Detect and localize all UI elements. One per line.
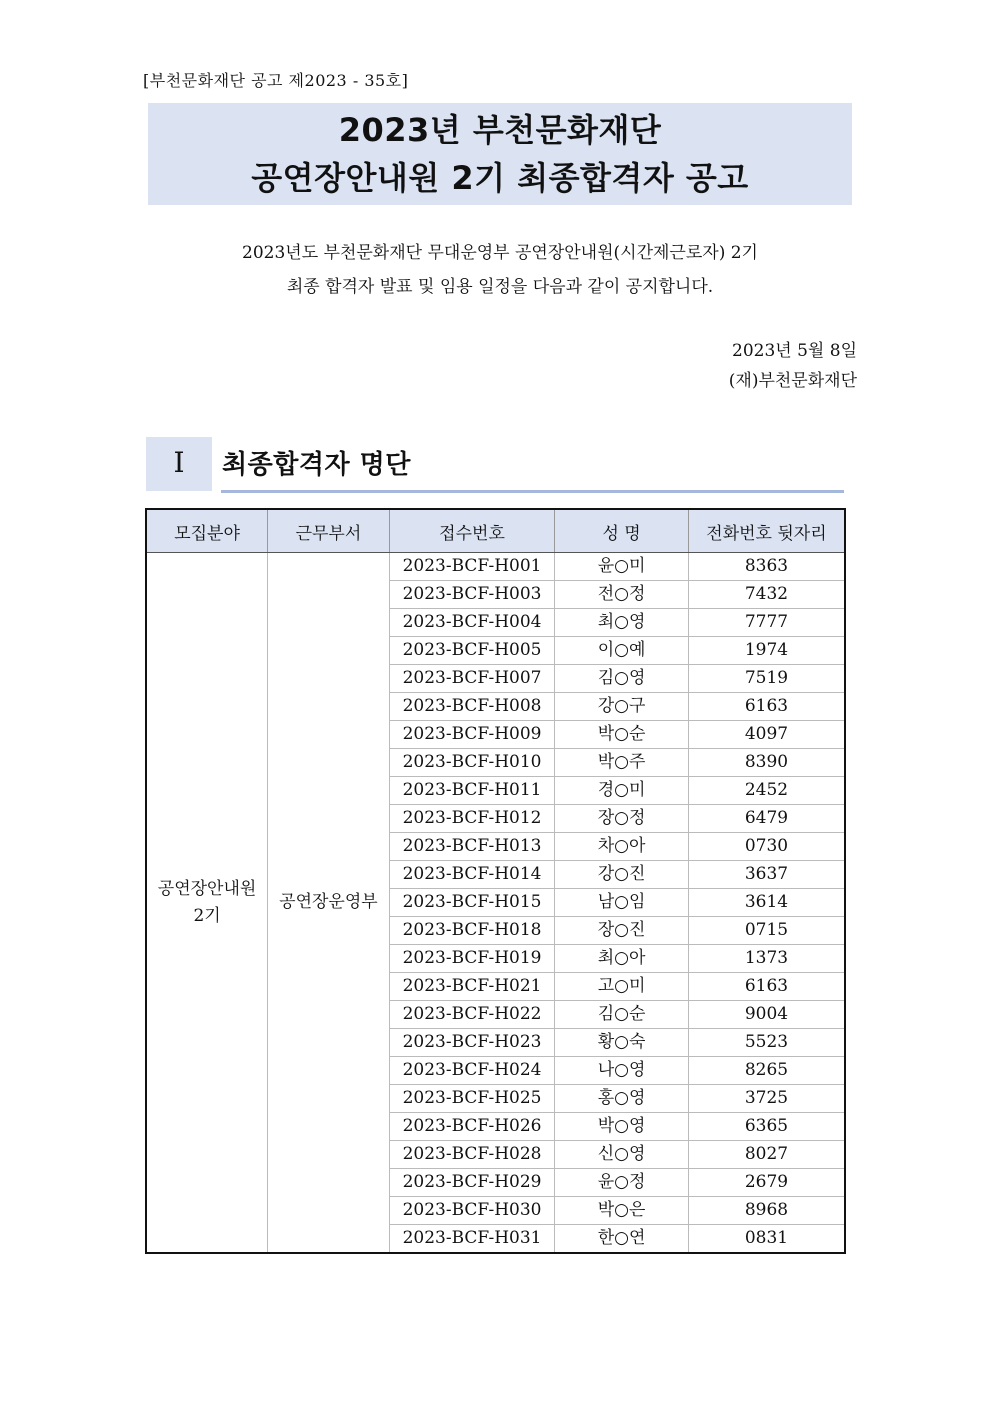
recruit-field-line-2: 2기 — [193, 905, 221, 926]
header-field: 모집분야 — [146, 509, 268, 553]
applicant-name-cell: 신○영 — [555, 1141, 689, 1169]
section-title: 최종합격자 명단 — [222, 450, 411, 480]
phone-suffix-cell: 7432 — [688, 581, 845, 609]
application-number-cell: 2023-BCF-H014 — [389, 861, 555, 889]
intro-line-1: 2023년도 부천문화재단 무대운영부 공연장안내원(시간제근로자) 2기 — [242, 243, 758, 263]
applicant-name-cell: 강○구 — [555, 693, 689, 721]
applicant-name-cell: 홍○영 — [555, 1085, 689, 1113]
application-number-cell: 2023-BCF-H029 — [389, 1169, 555, 1197]
table-row — [146, 553, 845, 581]
applicant-name-cell: 이○예 — [555, 637, 689, 665]
phone-suffix-cell: 7519 — [688, 665, 845, 693]
phone-suffix-cell: 1974 — [688, 637, 845, 665]
application-number-cell: 2023-BCF-H001 — [389, 553, 555, 581]
phone-suffix-cell: 3614 — [688, 889, 845, 917]
finalist-table — [145, 508, 846, 1254]
phone-suffix-cell: 2452 — [688, 777, 845, 805]
applicant-name-cell: 강○진 — [555, 861, 689, 889]
phone-suffix-cell: 1373 — [688, 945, 845, 973]
department-cell: 공연장운영부 — [268, 553, 390, 1254]
phone-suffix-cell: 8968 — [688, 1197, 845, 1225]
phone-suffix-cell: 8265 — [688, 1057, 845, 1085]
header-name: 성 명 — [555, 509, 689, 553]
phone-suffix-cell: 6479 — [688, 805, 845, 833]
application-number-cell: 2023-BCF-H031 — [389, 1225, 555, 1254]
phone-suffix-cell: 5523 — [688, 1029, 845, 1057]
application-number-cell: 2023-BCF-H013 — [389, 833, 555, 861]
phone-suffix-cell: 7777 — [688, 609, 845, 637]
applicant-name-cell: 김○순 — [555, 1001, 689, 1029]
section-rule — [221, 490, 844, 493]
application-number-cell: 2023-BCF-H026 — [389, 1113, 555, 1141]
applicant-name-cell: 최○아 — [555, 945, 689, 973]
recruit-field-cell — [146, 553, 268, 1254]
title-line-1: 2023년 부천문화재단 — [338, 111, 662, 149]
application-number-cell: 2023-BCF-H028 — [389, 1141, 555, 1169]
application-number-cell: 2023-BCF-H009 — [389, 721, 555, 749]
applicant-name-cell: 장○진 — [555, 917, 689, 945]
application-number-cell: 2023-BCF-H003 — [389, 581, 555, 609]
applicant-name-cell: 경○미 — [555, 777, 689, 805]
application-number-cell: 2023-BCF-H008 — [389, 693, 555, 721]
applicant-name-cell: 최○영 — [555, 609, 689, 637]
phone-suffix-cell: 4097 — [688, 721, 845, 749]
issue-date: 2023년 5월 8일 — [732, 341, 857, 361]
applicant-name-cell: 박○영 — [555, 1113, 689, 1141]
applicant-name-cell: 장○정 — [555, 805, 689, 833]
phone-suffix-cell: 0831 — [688, 1225, 845, 1254]
intro-text — [150, 236, 850, 304]
application-number-cell: 2023-BCF-H024 — [389, 1057, 555, 1085]
table-header-row — [146, 509, 845, 553]
applicant-name-cell: 황○숙 — [555, 1029, 689, 1057]
application-number-cell: 2023-BCF-H005 — [389, 637, 555, 665]
application-number-cell: 2023-BCF-H019 — [389, 945, 555, 973]
applicant-name-cell: 전○정 — [555, 581, 689, 609]
phone-suffix-cell: 8027 — [688, 1141, 845, 1169]
phone-suffix-cell: 8363 — [688, 553, 845, 581]
header-phone-suffix: 전화번호 뒷자리 — [688, 509, 845, 553]
issuer-name: (재)부천문화재단 — [728, 371, 857, 391]
phone-suffix-cell: 6163 — [688, 693, 845, 721]
notice-number: [부천문화재단 공고 제2023 - 35호] — [143, 71, 409, 90]
applicant-name-cell: 차○아 — [555, 833, 689, 861]
applicant-name-cell: 김○영 — [555, 665, 689, 693]
applicant-name-cell: 나○영 — [555, 1057, 689, 1085]
applicant-name-cell: 윤○미 — [555, 553, 689, 581]
application-number-cell: 2023-BCF-H011 — [389, 777, 555, 805]
phone-suffix-cell: 3725 — [688, 1085, 845, 1113]
application-number-cell: 2023-BCF-H021 — [389, 973, 555, 1001]
section-number: Ⅰ — [146, 437, 212, 491]
applicant-name-cell: 박○은 — [555, 1197, 689, 1225]
application-number-cell: 2023-BCF-H015 — [389, 889, 555, 917]
applicant-name-cell: 한○연 — [555, 1225, 689, 1254]
application-number-cell: 2023-BCF-H023 — [389, 1029, 555, 1057]
phone-suffix-cell: 8390 — [688, 749, 845, 777]
applicant-name-cell: 남○임 — [555, 889, 689, 917]
title-banner — [148, 103, 852, 205]
phone-suffix-cell: 9004 — [688, 1001, 845, 1029]
issue-block — [729, 336, 857, 396]
phone-suffix-cell: 3637 — [688, 861, 845, 889]
phone-suffix-cell: 0715 — [688, 917, 845, 945]
application-number-cell: 2023-BCF-H004 — [389, 609, 555, 637]
phone-suffix-cell: 6365 — [688, 1113, 845, 1141]
application-number-cell: 2023-BCF-H012 — [389, 805, 555, 833]
applicant-name-cell: 고○미 — [555, 973, 689, 1001]
title-line-2: 공연장안내원 2기 최종합격자 공고 — [251, 159, 749, 197]
header-department: 근무부서 — [268, 509, 390, 553]
application-number-cell: 2023-BCF-H018 — [389, 917, 555, 945]
applicant-name-cell: 윤○정 — [555, 1169, 689, 1197]
phone-suffix-cell: 0730 — [688, 833, 845, 861]
application-number-cell: 2023-BCF-H022 — [389, 1001, 555, 1029]
intro-line-2: 최종 합격자 발표 및 임용 일정을 다음과 같이 공지합니다. — [286, 277, 714, 297]
application-number-cell: 2023-BCF-H030 — [389, 1197, 555, 1225]
application-number-cell: 2023-BCF-H025 — [389, 1085, 555, 1113]
header-application-number: 접수번호 — [389, 509, 555, 553]
application-number-cell: 2023-BCF-H007 — [389, 665, 555, 693]
applicant-name-cell: 박○주 — [555, 749, 689, 777]
application-number-cell: 2023-BCF-H010 — [389, 749, 555, 777]
phone-suffix-cell: 2679 — [688, 1169, 845, 1197]
phone-suffix-cell: 6163 — [688, 973, 845, 1001]
applicant-name-cell: 박○순 — [555, 721, 689, 749]
recruit-field-line-1: 공연장안내원 — [157, 878, 257, 899]
table-body — [146, 553, 845, 1254]
